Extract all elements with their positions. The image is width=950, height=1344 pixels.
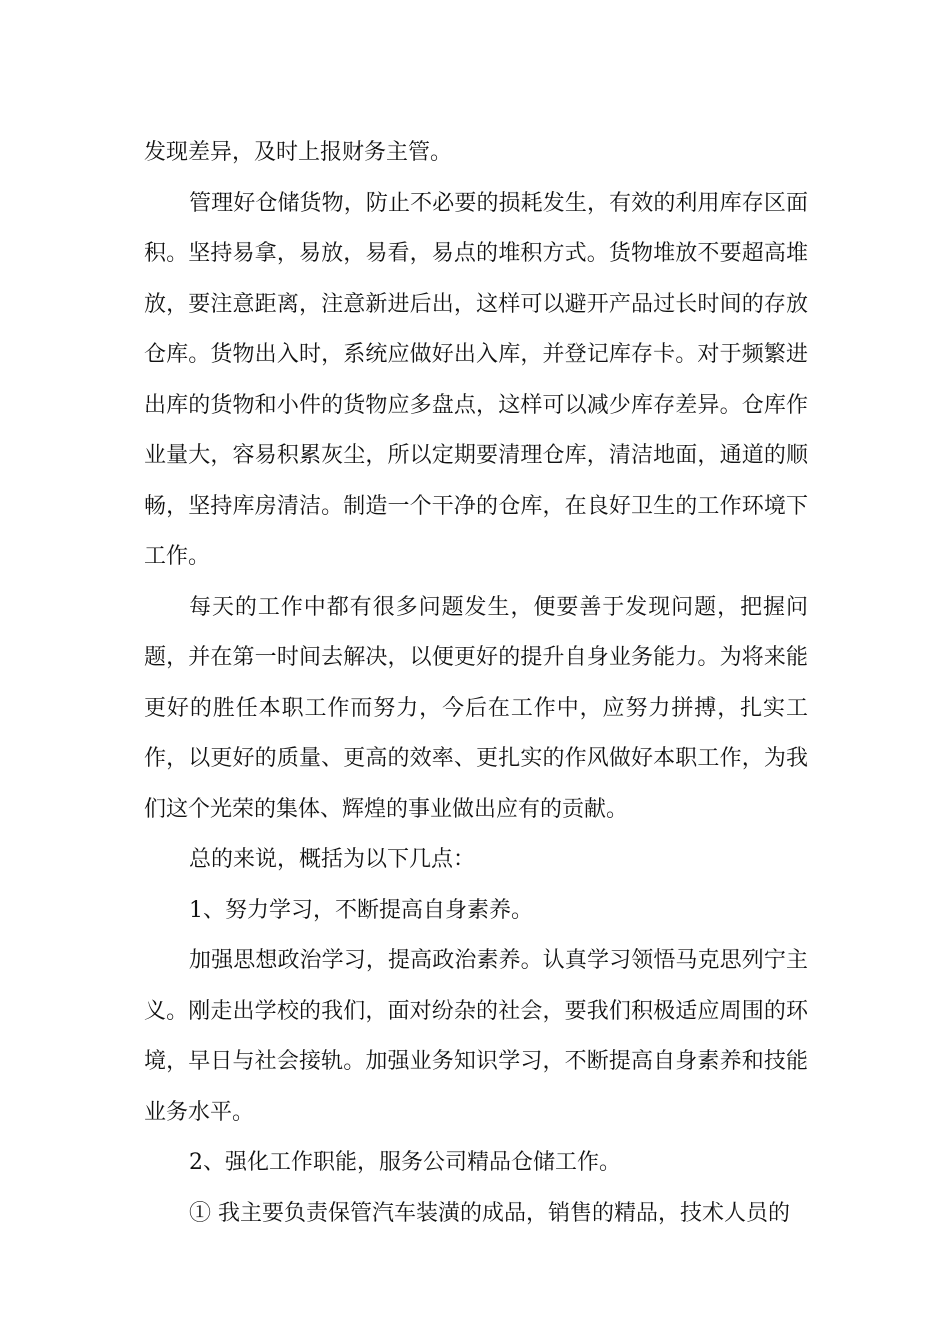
- paragraph-point-2-heading: 2、强化工作职能，服务公司精品仓储工作。: [189, 1150, 621, 1175]
- paragraph-point-1-body: 加强思想政治学习，提高政治素养。认真学习领悟马克思列宁主义。刚走出学校的我们，面对纷杂的社会，要我们积极适应周围的环境，早日与社会接轨。加强业务知识学习，不断提高自身素养和技能业务水平。: [144, 948, 808, 1125]
- paragraph-point-1-heading: 1、努力学习，不断提高自身素养。: [189, 897, 533, 923]
- paragraph-warehouse-management: 管理好仓储货物，防止不必要的损耗发生，有效的利用库存区面积。坚持易拿，易放，易看，易点的堆积方式。货物堆放不要超高堆放，要注意距离，注意新进后出，这样可以避开产品过长时间的存放仓库。货物出入时，系统应做好出入库，并登记库存卡。对于频繁进出库的货物和小件的货物应多盘点，这样可以减少库存差异。仓库作业量大，容易积累灰尘，所以定期要清理仓库，清洁地面，通道的顺畅，坚持库房清洁。制造一个干净的仓库，在良好卫生的工作环境下工作。: [144, 190, 808, 569]
- paragraph-continuation: 发现差异，及时上报财务主管。: [144, 140, 453, 165]
- paragraph-point-2-item-1: ① 我主要负责保管汽车装潢的成品，销售的精品，技术人员的: [189, 1200, 790, 1226]
- paragraph-summary-intro: 总的来说，概括为以下几点：: [189, 847, 476, 872]
- document-body: [144, 128, 808, 1239]
- paragraph-daily-work: 每天的工作中都有很多问题发生，便要善于发现问题，把握问题，并在第一时间去解决，以便更好的提升自身业务能力。为将来能更好的胜任本职工作而努力，今后在工作中，应努力拼搏，扎实工作，以更好的质量、更高的效率、更扎实的作风做好本职工作，为我们这个光荣的集体、辉煌的事业做出应有的贡献。: [144, 594, 808, 822]
